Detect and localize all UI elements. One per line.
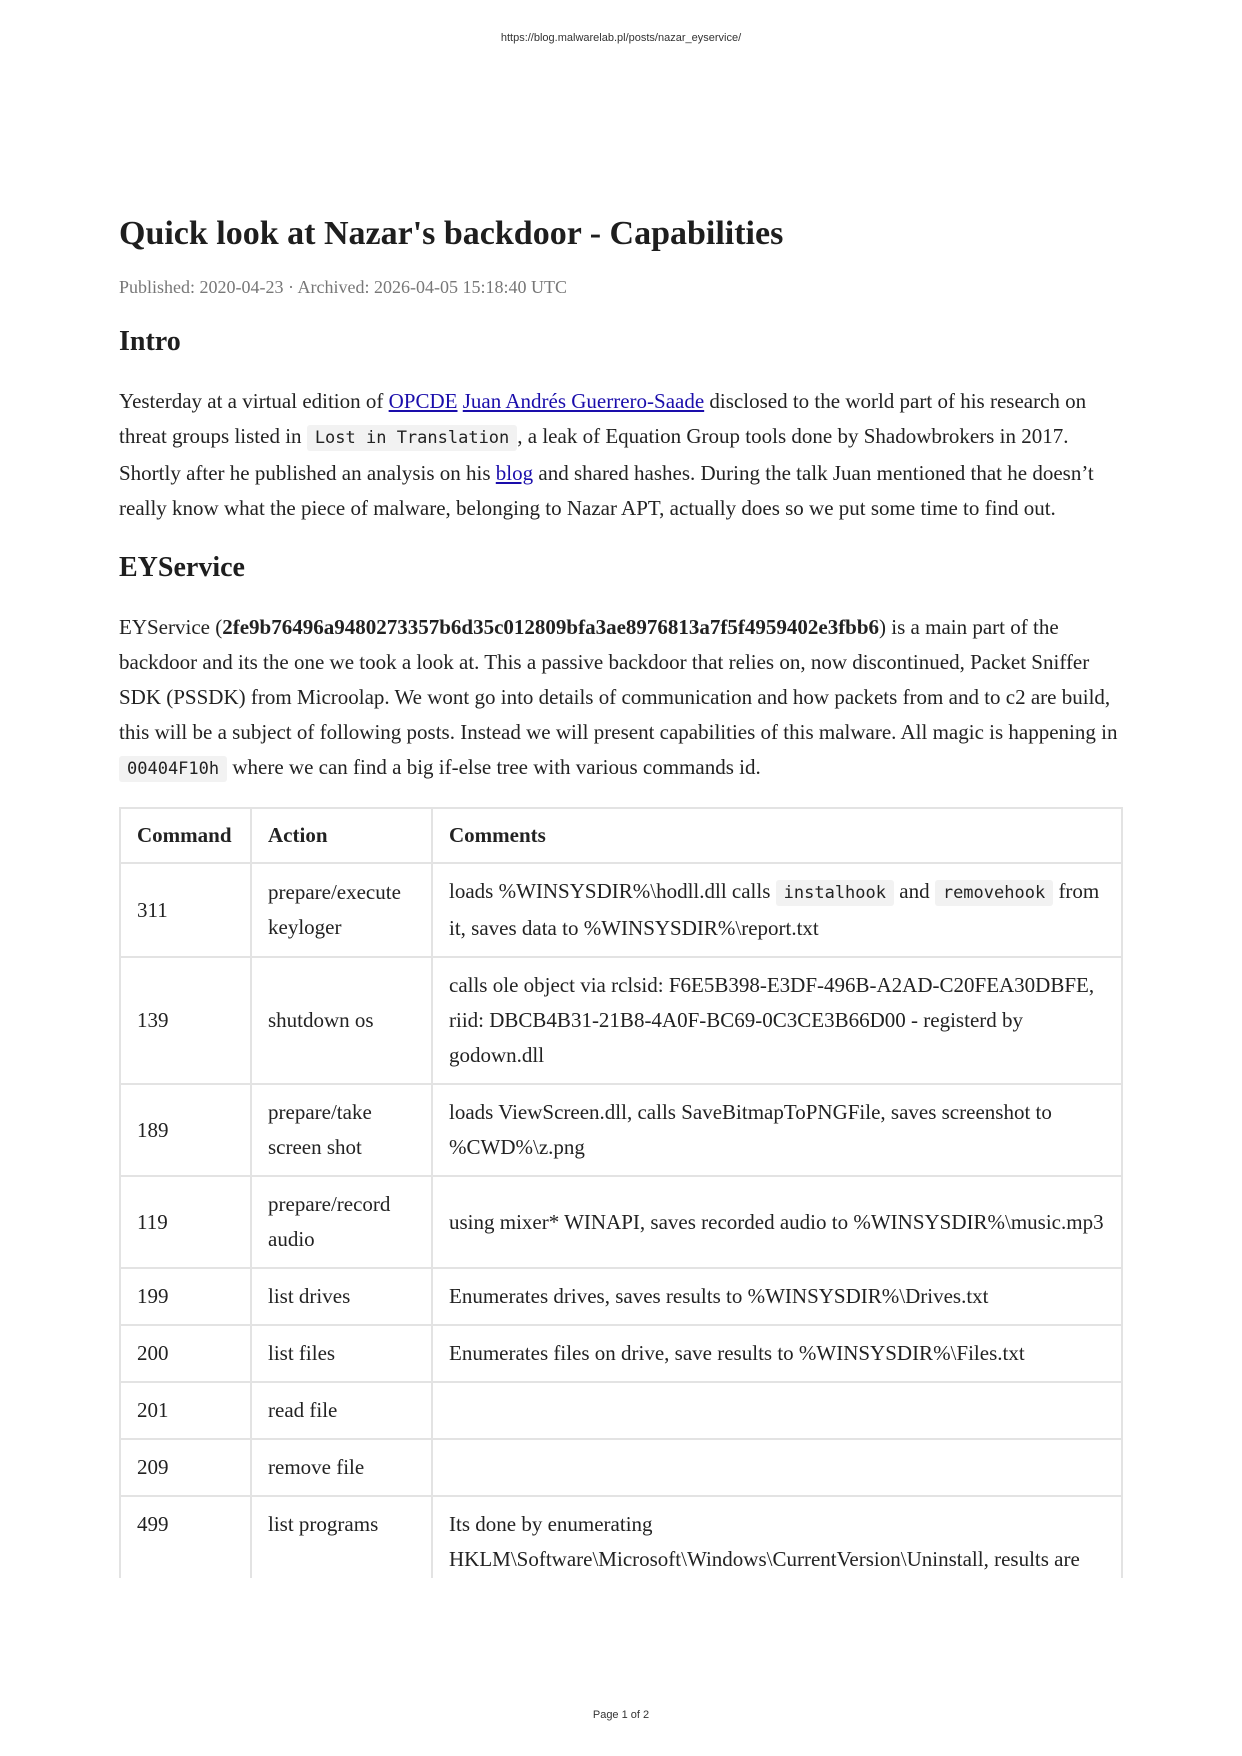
print-header-url: https://blog.malwarelab.pl/posts/nazar_eyservice/: [500, 32, 742, 44]
table-row: [120, 1439, 1122, 1496]
action-cell: read file: [251, 1382, 432, 1439]
eyservice-text-2: ) is a main part of the backdoor and its the one we took a look at. This a passive backdoor that relies on, now discontinued, Packet Sniffer SDK (PSSDK) from Microolap. We wont go into details of communication and how packets from and to c2 are build, this will be a subject of following posts. Instead we will present capabilities of this malware. All magic is happening in: [119, 615, 1118, 744]
blog-link[interactable]: blog: [495, 461, 534, 485]
eyservice-paragraph: [119, 610, 1123, 787]
comment-cell: calls ole object via rclsid: F6E5B398-E3DF-496B-A2AD-C20FEA30DBFE, riid: DBCB4B31-21B8-4A0F-BC69-0C3CE3B66D00 - registerd by godown.dll: [432, 957, 1122, 1084]
comment-cell: loads ViewScreen.dll, calls SaveBitmapToPNGFile, saves screenshot to %CWD%\z.png: [432, 1084, 1122, 1176]
intro-heading: Intro: [119, 326, 181, 357]
removehook-code: removehook: [935, 880, 1053, 906]
action-cell: shutdown os: [251, 957, 432, 1084]
comment-text-2: and: [894, 879, 935, 903]
instalhook-code: instalhook: [776, 880, 894, 906]
column-header-action: Action: [251, 808, 432, 863]
comment-cell: Enumerates files on drive, save results to %WINSYSDIR%\Files.txt: [432, 1325, 1122, 1382]
table-header-row: [120, 808, 1122, 863]
intro-text-4: and shared hashes. During the talk Juan mentioned that he doesn’t really know what the piece of malware, belonging to Nazar APT, actually does so we put some time to find out.: [119, 461, 1094, 520]
column-header-comments: Comments: [432, 808, 1122, 863]
table-row: [120, 1325, 1122, 1382]
article-meta: Published: 2020-04-23 · Archived: 2026-04-05 15:18:40 UTC: [119, 277, 567, 297]
page-title: Quick look at Nazar's backdoor - Capabilities: [119, 215, 784, 252]
action-cell: list drives: [251, 1268, 432, 1325]
comment-cell: [432, 863, 1122, 957]
eyservice-hash: 2fe9b76496a9480273357b6d35c012809bfa3ae8976813a7f5f4959402e3fbb6: [222, 615, 880, 639]
column-header-command: Command: [120, 808, 251, 863]
address-code: 00404F10h: [119, 756, 227, 782]
table-row: [120, 957, 1122, 1084]
command-cell: 311: [120, 863, 251, 957]
intro-text-1: Yesterday at a virtual edition of: [119, 389, 389, 413]
article: [119, 212, 1123, 1578]
table-row: [120, 1268, 1122, 1325]
comment-cell: [432, 1382, 1122, 1439]
comment-cell: Its done by enumerating HKLM\Software\Microsoft\Windows\CurrentVersion\Uninstall, results are: [432, 1496, 1122, 1578]
juan-guerrero-saade-link[interactable]: Juan Andrés Guerrero-Saade: [462, 389, 705, 413]
opcde-link[interactable]: OPCDE: [388, 389, 458, 413]
comment-cell: using mixer* WINAPI, saves recorded audio to %WINSYSDIR%\music.mp3: [432, 1176, 1122, 1268]
comment-text-1: loads %WINSYSDIR%\hodll.dll calls: [449, 879, 776, 903]
command-cell: 499: [120, 1496, 251, 1578]
action-cell: remove file: [251, 1439, 432, 1496]
command-cell: 201: [120, 1382, 251, 1439]
commands-table: [119, 807, 1123, 1578]
action-cell: list programs: [251, 1496, 432, 1578]
eyservice-text-1: EYService (: [119, 615, 223, 639]
table-row: [120, 863, 1122, 957]
commands-table-wrapper: [119, 807, 1123, 1578]
action-cell: prepare/execute keyloger: [251, 863, 432, 957]
command-cell: 139: [120, 957, 251, 1084]
intro-paragraph: [119, 384, 1123, 526]
comment-cell: Enumerates drives, saves results to %WINSYSDIR%\Drives.txt: [432, 1268, 1122, 1325]
command-cell: 199: [120, 1268, 251, 1325]
comment-text-3: from it, saves data to %WINSYSDIR%\report.txt: [449, 879, 1100, 940]
comment-cell: [432, 1439, 1122, 1496]
action-cell: prepare/take screen shot: [251, 1084, 432, 1176]
table-row: [120, 1084, 1122, 1176]
command-cell: 209: [120, 1439, 251, 1496]
lost-in-translation-code: Lost in Translation: [307, 425, 517, 451]
table-row: [120, 1176, 1122, 1268]
command-cell: 189: [120, 1084, 251, 1176]
eyservice-heading: EYService: [119, 552, 245, 583]
intro-text-2: disclosed to the world part of his research on threat groups listed in: [119, 389, 1087, 448]
table-row: [120, 1382, 1122, 1439]
page-number: Page 1 of 2: [592, 1709, 650, 1721]
command-cell: 119: [120, 1176, 251, 1268]
table-row: [120, 1496, 1122, 1578]
action-cell: prepare/record audio: [251, 1176, 432, 1268]
intro-text-3: , a leak of Equation Group tools done by Shadowbrokers in 2017. Shortly after he published an analysis on his: [119, 424, 1069, 485]
eyservice-text-3: where we can find a big if-else tree with various commands id.: [232, 755, 761, 779]
action-cell: list files: [251, 1325, 432, 1382]
command-cell: 200: [120, 1325, 251, 1382]
